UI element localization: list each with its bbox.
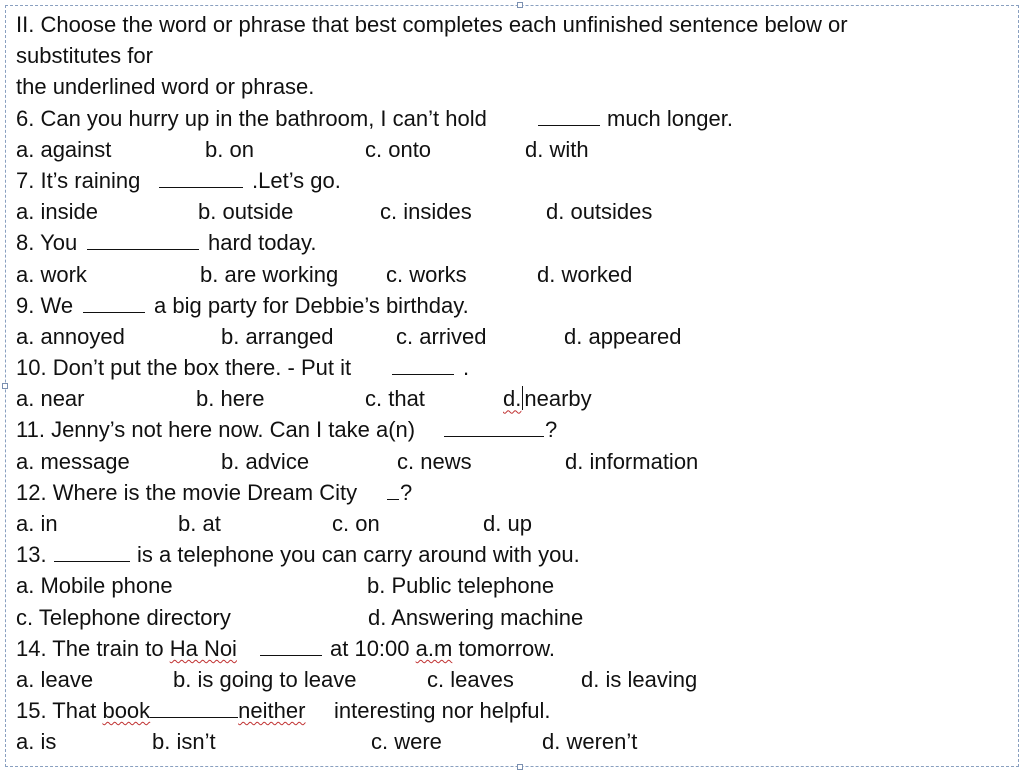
question-stem: 13. is a telephone you can carry around with you. <box>16 542 580 568</box>
question-stem: 14. The train to Ha Noi at 10:00 a.m tomorrow. <box>16 635 556 661</box>
option-a: a. against <box>16 136 112 162</box>
option-c: c. were <box>371 729 442 755</box>
answer-options <box>16 134 1006 165</box>
option-b: b. at <box>178 511 221 536</box>
answer-blank <box>392 356 454 375</box>
option-d: d. outsides <box>546 199 653 225</box>
document-body[interactable] <box>16 9 1006 758</box>
option-a: a. leave <box>16 666 94 692</box>
option-b: b. isn’t <box>152 729 216 755</box>
option-b: b. advice <box>221 448 310 474</box>
option-c: c. that <box>365 386 425 412</box>
option-b: b. Public telephone <box>367 573 555 599</box>
option-c: c. news <box>397 448 472 474</box>
heading-line-1: II. Choose the word or phrase that best completes each unfinished sentence below or <box>16 12 848 37</box>
question-stem: 15. That book neither interesting nor helpful. <box>16 698 551 724</box>
question-stem: 9. We a big party for Debbie’s birthday. <box>16 292 469 318</box>
answer-options <box>16 446 1006 477</box>
option-c: c. on <box>332 511 380 536</box>
answer-options <box>16 602 1006 633</box>
question-stem: 10. Don’t put the box there. - Put it . <box>16 355 470 381</box>
option-a: a. in <box>16 511 58 536</box>
option-a: a. Mobile phone <box>16 573 173 599</box>
answer-blank <box>54 543 130 562</box>
answer-blank <box>260 637 322 656</box>
answer-blank <box>159 169 243 188</box>
answer-options <box>16 196 1006 227</box>
option-d: d. worked <box>537 261 633 287</box>
answer-blank <box>87 231 199 250</box>
option-a: a. annoyed <box>16 323 125 349</box>
question-stem: 8. You hard today. <box>16 230 317 256</box>
option-d: d. with <box>525 136 589 162</box>
option-d: d. appeared <box>564 323 682 349</box>
option-c: c. Telephone directory <box>16 604 231 630</box>
answer-blank <box>83 294 145 313</box>
resize-handle-top[interactable] <box>517 2 523 8</box>
answer-options <box>16 570 1006 601</box>
option-c: c. insides <box>380 199 472 225</box>
option-d: d. is leaving <box>581 666 698 692</box>
option-c: c. works <box>386 261 467 287</box>
answer-blank <box>387 481 399 500</box>
resize-handle-left[interactable] <box>2 383 8 389</box>
question-stem: 11. Jenny’s not here now. Can I take a(n) ? <box>16 417 558 443</box>
answer-blank <box>444 418 544 437</box>
question-stem: 6. Can you hurry up in the bathroom, I can’t hold much longer. <box>16 105 733 131</box>
option-a: a. inside <box>16 199 98 225</box>
answer-options <box>16 664 1006 695</box>
option-d: d. weren’t <box>542 729 638 755</box>
resize-handle-bottom[interactable] <box>517 764 523 770</box>
option-a: a. message <box>16 448 130 474</box>
option-b: b. on <box>205 136 254 162</box>
answer-options <box>16 383 1006 414</box>
option-a: a. work <box>16 261 87 287</box>
option-b: b. are working <box>200 261 339 287</box>
option-a: a. is <box>16 729 57 755</box>
option-d: d. information <box>565 448 699 474</box>
answer-blank <box>150 699 238 718</box>
answer-options <box>16 321 1006 352</box>
option-b: b. is going to leave <box>173 666 357 692</box>
answer-options <box>16 508 1006 539</box>
option-a: a. near <box>16 386 85 412</box>
answer-blank <box>538 107 600 126</box>
option-c: c. arrived <box>396 323 487 349</box>
answer-options <box>16 726 1006 757</box>
heading-line-2: substitutes for <box>16 43 153 69</box>
option-b: b. arranged <box>221 323 334 349</box>
heading-line-3: the underlined word or phrase. <box>16 74 315 100</box>
option-d: d. up <box>483 511 532 536</box>
question-stem: 12. Where is the movie Dream City ? <box>16 479 413 505</box>
option-d: d. nearby <box>503 386 592 412</box>
answer-options <box>16 259 1006 290</box>
option-c: c. leaves <box>427 666 514 692</box>
option-b: b. outside <box>198 199 294 225</box>
option-c: c. onto <box>365 136 432 162</box>
question-stem: 7. It’s raining .Let’s go. <box>16 167 341 193</box>
option-d: d. Answering machine <box>368 604 584 630</box>
option-b: b. here <box>196 386 265 412</box>
